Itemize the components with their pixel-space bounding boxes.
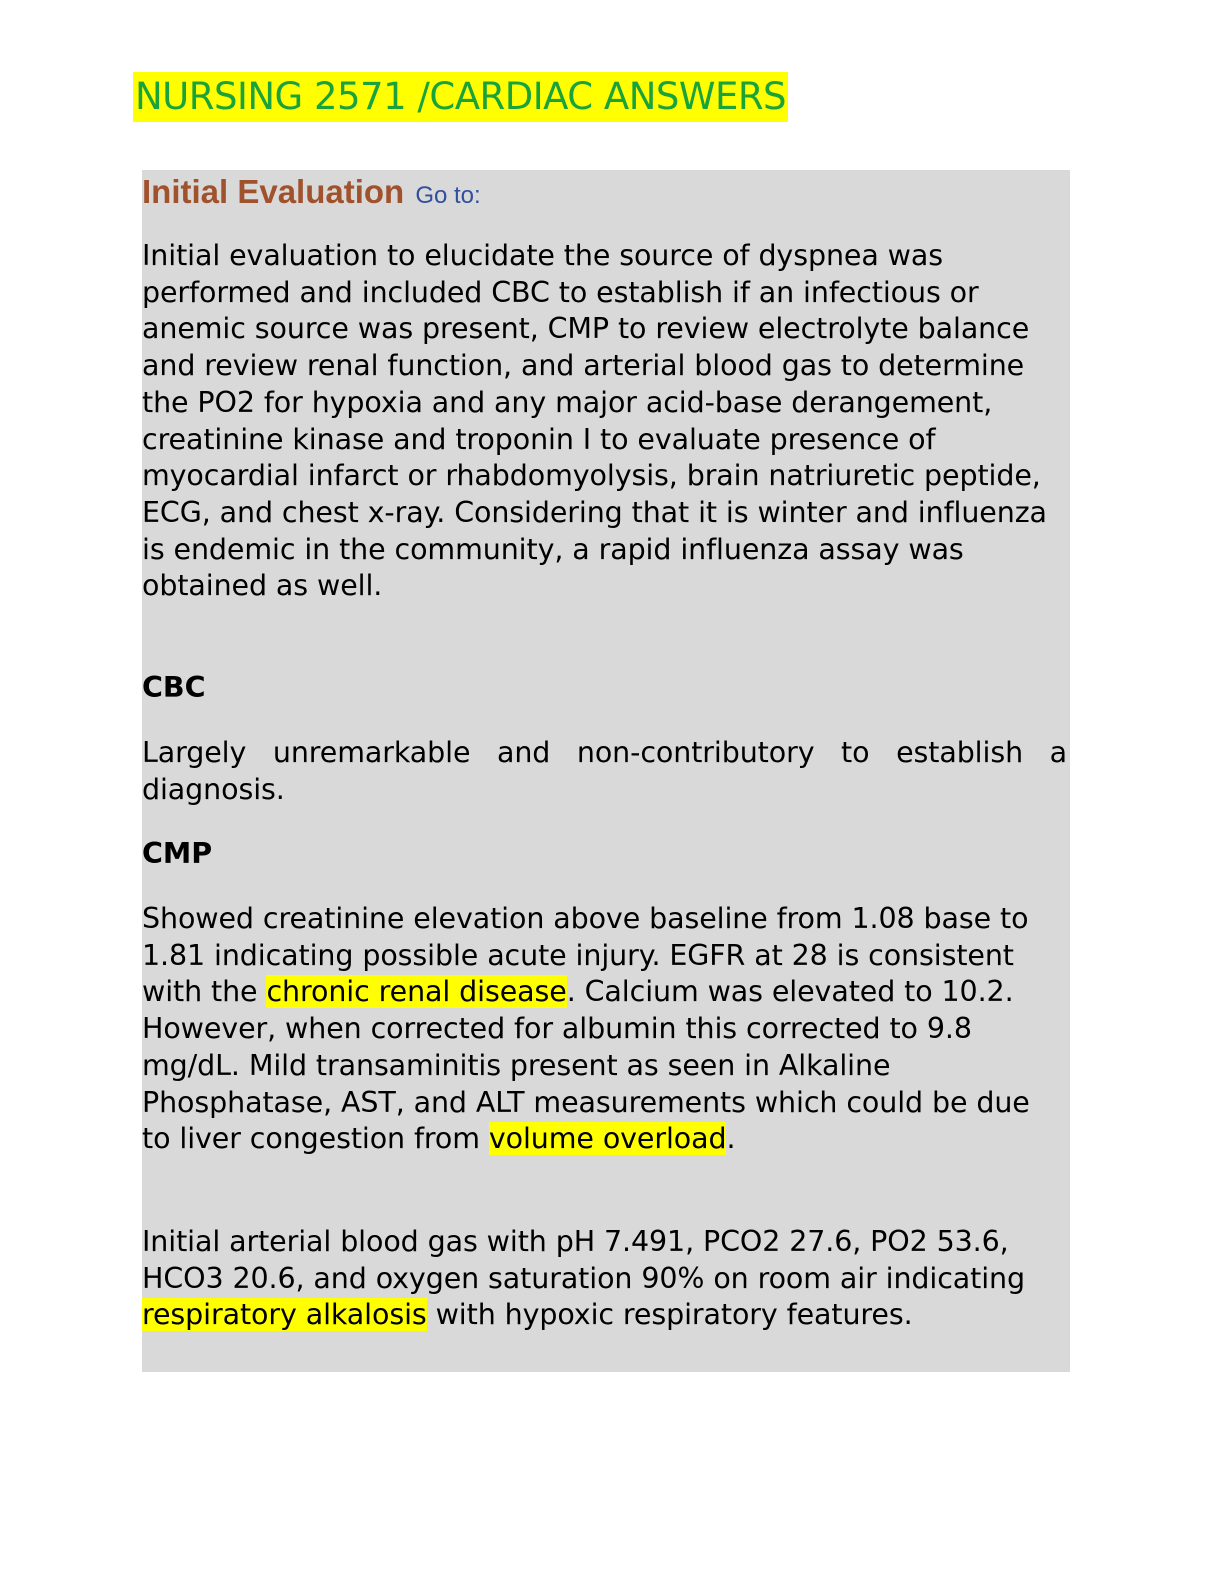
- abg-text-2: with hypoxic respiratory features.: [426, 1298, 913, 1332]
- goto-link[interactable]: Go to:: [415, 182, 481, 209]
- content-panel: [142, 170, 1070, 1372]
- document-title: NURSING 2571 /CARDIAC ANSWERS: [133, 72, 788, 122]
- cmp-text-1: Showed creatinine elevation above baseline from 1.08 base to 1.81 indicating possible acute injury. EGFR at 28 is consistent with the: [142, 902, 1029, 1009]
- intro-paragraph: Initial evaluation to elucidate the source of dyspnea was performed and included CBC to establish if an infectious or anemic source was present, CMP to review electrolyte balance and review renal function, and arterial blood gas to determine the PO2 for hypoxia and any major acid-base derangement, creatinine kinase and troponin I to evaluate presence of myocardial infarct or rhabdomyolysis, brain natriuretic peptide, ECG, and chest x-ray. Considering that it is winter and influenza is endemic in the community, a rapid influenza assay was obtained as well.: [142, 239, 1047, 603]
- cmp-text-3: .: [726, 1122, 736, 1156]
- highlight-respiratory-alkalosis: respiratory alkalosis: [142, 1298, 427, 1332]
- section-title: Initial Evaluation: [142, 173, 405, 210]
- cmp-text-2: . Calcium was elevated to 10.2. However, when corrected for albumin this corrected to 9.8 mg/dL. Mild transaminitis present as seen in Alkaline Phosphatase, AST, and ALT measurements which could be due to liver congestion from: [142, 975, 1030, 1156]
- abg-text-1: Initial arterial blood gas with pH 7.491, PCO2 27.6, PO2 53.6, HCO3 20.6, and oxygen saturation 90% on room air indicating: [142, 1225, 1026, 1295]
- cbc-paragraph: Largely unremarkable and non-contributory to establish a diagnosis.: [142, 736, 1067, 806]
- section-heading: [142, 172, 481, 218]
- abg-paragraph: [142, 1224, 1067, 1334]
- cmp-heading: CMP: [142, 837, 213, 870]
- highlight-volume-overload: volume overload: [488, 1122, 727, 1156]
- cmp-paragraph: [142, 901, 1067, 1158]
- cbc-heading: CBC: [142, 671, 206, 704]
- highlight-chronic-renal-disease: chronic renal disease: [266, 975, 567, 1009]
